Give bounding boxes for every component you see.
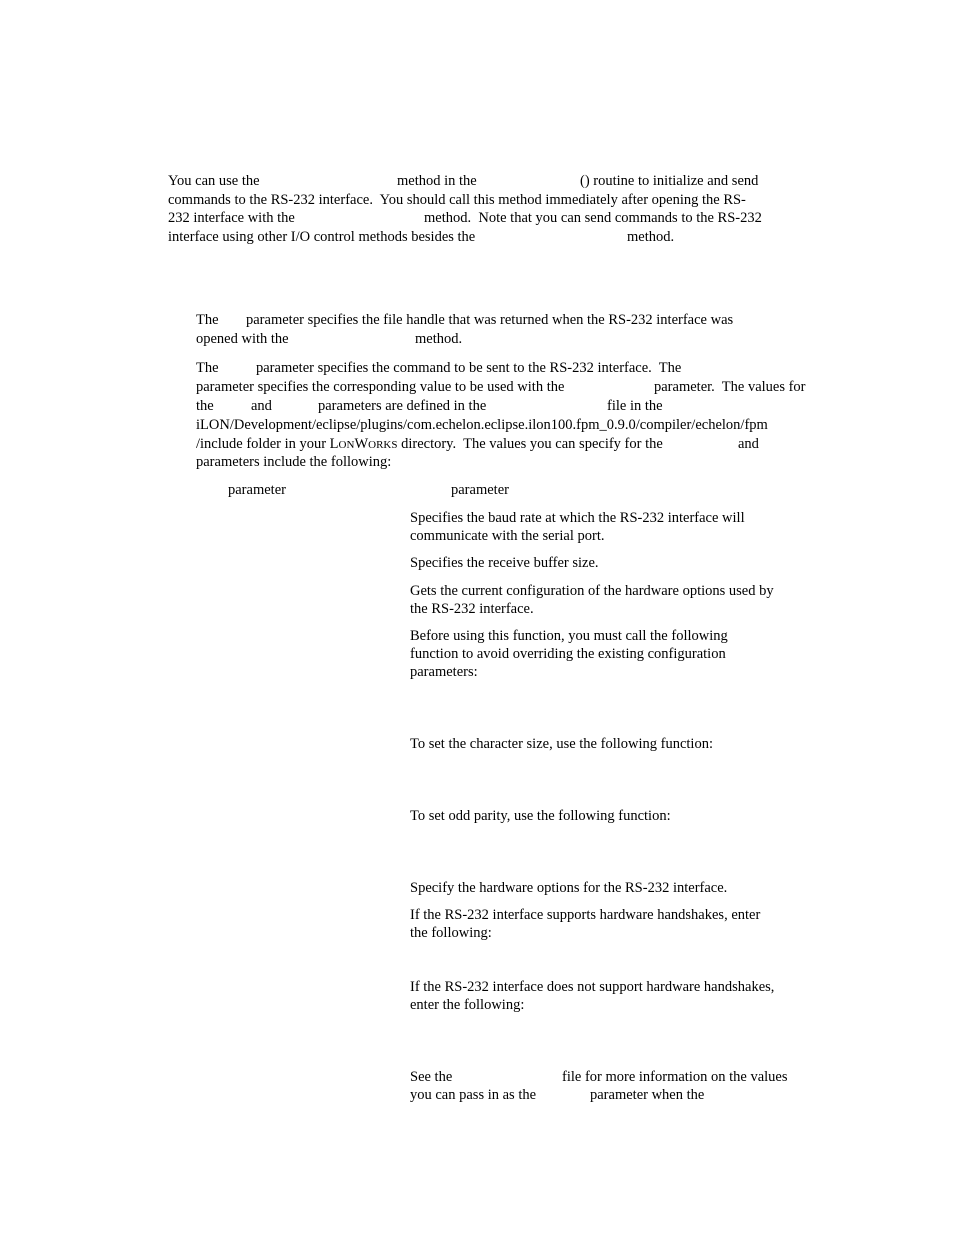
param-text: parameter specifies the corresponding value to be used with the: [196, 379, 565, 395]
param-text: parameter specifies the command to be sent to the RS-232 interface. The: [256, 360, 682, 376]
table-cell: If the RS-232 interface supports hardware handshakes, enter: [410, 907, 761, 923]
table-cell: See the: [410, 1069, 453, 1085]
lonworks-smallcaps: ON: [338, 439, 355, 451]
param-text: the: [196, 398, 214, 414]
table-cell: Before using this function, you must call the following: [410, 628, 728, 644]
table-cell: enter the following:: [410, 997, 525, 1013]
param-text: parameter specifies the file handle that was returned when the RS-232 interface was: [246, 312, 734, 328]
param-text: and: [738, 436, 759, 452]
table-cell: parameter when the: [590, 1087, 705, 1103]
table-cell: function to avoid overriding the existing configuration: [410, 646, 726, 662]
table-cell: To set odd parity, use the following function:: [410, 808, 671, 824]
table-cell: Gets the current configuration of the hardware options used by: [410, 583, 774, 599]
param-text: parameters are defined in the: [318, 398, 487, 414]
table-header-col2: parameter: [451, 482, 509, 498]
table-cell: the RS-232 interface.: [410, 601, 534, 617]
lonworks-smallcaps: ORKS: [368, 439, 398, 451]
intro-text: interface using other I/O control methods besides the: [168, 229, 476, 245]
table-cell: file for more information on the values: [562, 1069, 788, 1085]
intro-text: method.: [627, 229, 675, 245]
param-text: and: [251, 398, 272, 414]
param-text: opened with the: [196, 331, 289, 347]
param-text: parameters include the following:: [196, 454, 392, 470]
table-cell: Specifies the receive buffer size.: [410, 555, 599, 571]
table-cell: the following:: [410, 925, 492, 941]
intro-text: commands to the RS-232 interface. You should call this method immediately after opening the RS-: [168, 192, 746, 208]
param-text: The: [196, 312, 219, 328]
table-cell: If the RS-232 interface does not support hardware handshakes,: [410, 979, 775, 995]
param-text: method.: [415, 331, 463, 347]
param-text: parameter. The values for: [654, 379, 806, 395]
table-cell: parameters:: [410, 664, 478, 680]
table-header-col1: parameter: [228, 482, 286, 498]
intro-text: method. Note that you can send commands to the RS-232: [424, 210, 762, 226]
table-cell: you can pass in as the: [410, 1087, 537, 1103]
intro-text: 232 interface with the: [168, 210, 295, 226]
table-cell: communicate with the serial port.: [410, 528, 605, 544]
table-cell: Specify the hardware options for the RS-232 interface.: [410, 880, 728, 896]
param-text: file in the: [607, 398, 663, 414]
intro-text: You can use the: [168, 173, 260, 189]
table-cell: Specifies the baud rate at which the RS-232 interface will: [410, 510, 745, 526]
param-text-part: W: [354, 436, 369, 452]
param-text: [196, 435, 663, 455]
intro-text: () routine to initialize and send: [580, 173, 759, 189]
table-cell: To set the character size, use the following function:: [410, 736, 713, 752]
param-text: The: [196, 360, 219, 376]
intro-text: method in the: [397, 173, 477, 189]
param-text-part: directory. The values you can specify for the: [397, 436, 663, 452]
param-path: iLON/Development/eclipse/plugins/com.echelon.eclipse.ilon100.fpm_0.9.0/compiler/echelon/fpm: [196, 417, 768, 433]
param-text-part: /include folder in your L: [196, 436, 339, 452]
